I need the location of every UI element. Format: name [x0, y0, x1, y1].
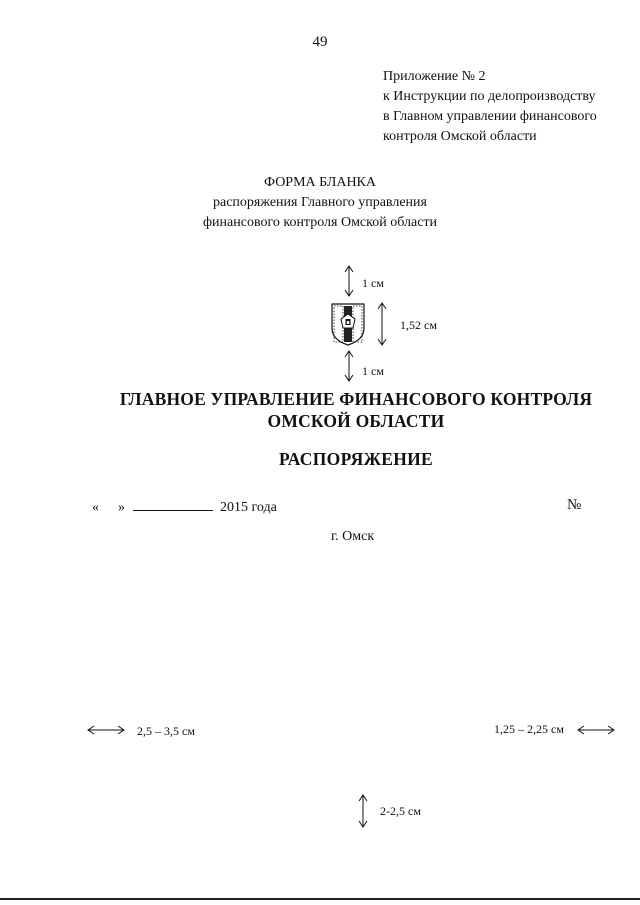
emblem-height-label: 1,52 см [400, 318, 437, 332]
double-arrow-vertical-icon [342, 350, 356, 382]
organization-name [0, 388, 640, 432]
bottom-margin-label: 2-2,5 см [380, 804, 421, 818]
form-title-line-2: распоряжения Главного управления [213, 195, 427, 210]
top-gap-label: 1 см [362, 276, 384, 290]
form-title [0, 173, 640, 233]
document-number-sign: № [567, 497, 582, 513]
page-number: 49 [312, 34, 328, 50]
double-arrow-vertical-icon [375, 302, 389, 346]
left-margin-label: 2,5 – 3,5 см [137, 724, 195, 738]
organization-line-2: ОМСКОЙ ОБЛАСТИ [267, 411, 445, 431]
omsk-coat-of-arms-icon [330, 302, 366, 346]
right-margin-label: 1,25 – 2,25 см [494, 722, 564, 736]
appendix-line-3: в Главном управлении финансового [383, 109, 597, 124]
double-arrow-vertical-icon [356, 794, 370, 828]
double-arrow-horizontal-icon [578, 724, 614, 736]
double-arrow-horizontal-icon [88, 724, 124, 736]
appendix-line-1: Приложение № 2 [383, 69, 486, 84]
double-arrow-vertical-icon [342, 265, 356, 297]
date-open-quote: « [92, 500, 99, 515]
date-blank-field [133, 498, 213, 511]
organization-line-1: ГЛАВНОЕ УПРАВЛЕНИЕ ФИНАНСОВОГО КОНТРОЛЯ [119, 389, 593, 409]
form-title-line-3: финансового контроля Омской области [202, 215, 438, 230]
appendix-block [383, 67, 597, 147]
form-title-line-1: ФОРМА БЛАНКА [263, 175, 377, 190]
document-type: РАСПОРЯЖЕНИЕ [278, 449, 433, 469]
city-name: г. Омск [331, 529, 375, 544]
date-line [92, 498, 277, 516]
bottom-gap-label: 1 см [362, 364, 384, 378]
appendix-line-2: к Инструкции по делопроизводству [383, 89, 596, 104]
page-bottom-edge [0, 898, 640, 900]
appendix-line-4: контроля Омской области [383, 129, 537, 144]
date-close-quote: » [118, 500, 125, 515]
date-year-text: 2015 года [220, 500, 277, 515]
